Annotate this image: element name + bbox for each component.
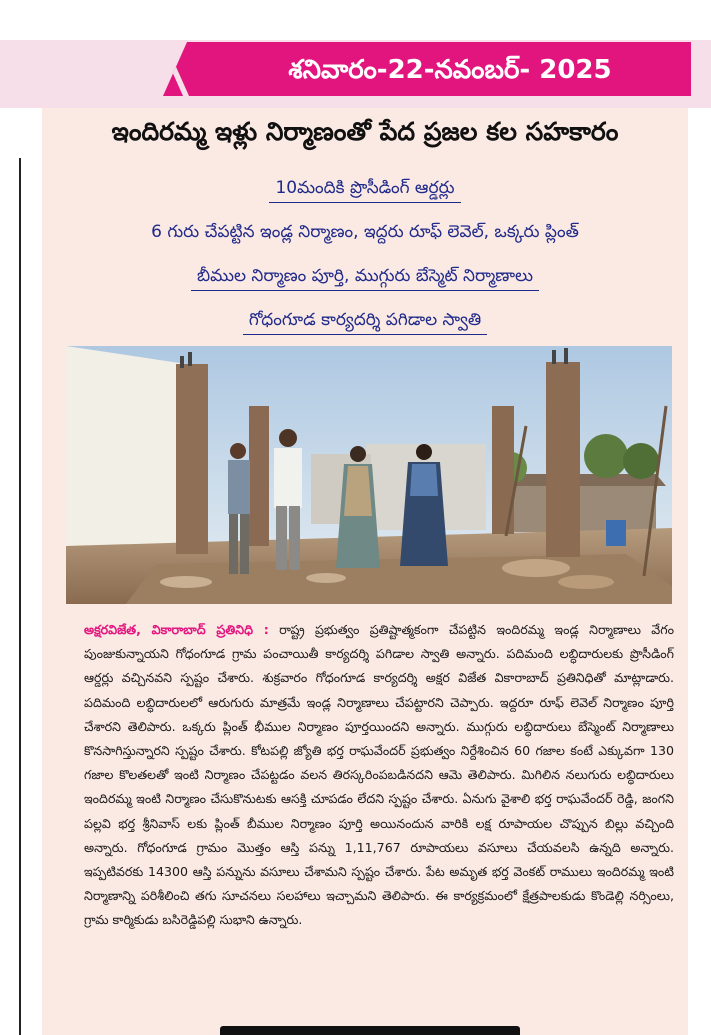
subheading-2-text: 6 గురు చేపట్టిన ఇండ్ల నిర్మాణం, ఇద్దరు రూఫ్ లెవెల్, ఒక్కరు ప్లింత్ bbox=[151, 222, 579, 242]
subheading-4 bbox=[42, 306, 688, 334]
article-headline: ఇందిరమ్మ ఇళ్లు నిర్మాణంతో పేద ప్రజల కల సహకారం bbox=[111, 117, 619, 146]
construction-site-photo bbox=[66, 346, 672, 604]
subheading-3 bbox=[42, 262, 688, 290]
next-headline-fragment bbox=[220, 1026, 520, 1035]
subheading-1 bbox=[42, 174, 688, 202]
subheading-2 bbox=[42, 218, 688, 246]
article-body bbox=[84, 618, 674, 933]
date-text: శనివారం-22-నవంబర్- 2025 bbox=[288, 55, 612, 85]
subheading-1-text: 10మందికి ప్రొసీడింగ్ ఆర్డర్లు bbox=[269, 178, 460, 203]
subheading-3-text: బీముల నిర్మాణం పూర్తి, ముగ్గురు బేస్మెట్ నిర్మాణాలు bbox=[191, 266, 539, 291]
subheading-4-text: గోధంగూడ కార్యదర్శి పగిడాల స్వాతి bbox=[243, 310, 487, 335]
article-body-text: రాష్ట్ర ప్రభుత్వం ప్రతిష్టాత్మకంగా చేపట్టిన ఇందిరమ్మ ఇండ్ల నిర్మాణాలు వేగం పుంజుకున్నాయని గోధంగూడ గ్రామ పంచాయితీ కార్యదర్శి పగిడాల స్వాతి అన్నారు. పదిమంది లబ్ధిదారులకు ప్రొసీడింగ్ ఆర్డర్లు వచ్చినవని స్పష్టం చేశారు. శుక్రవారం గోధంగూడ కార్యదర్శి అక్షర విజేత వికారాబాద్ ప్రతినిధితో మాట్లాడారు. పదిమంది లబ్ధిదారులలో ఆరుగురు మాత్రమే ఇండ్ల నిర్మాణాలు చేపట్టారని చెప్పారు. ఇద్దరూ రూఫ్ లెవెల్ నిర్మాణం పూర్తి చేశారని తెలిపారు. ఒక్కరు ప్లింత్ భీముల నిర్మాణం పూర్తయిందని అన్నారు. ముగ్గురు లబ్ధిదారులు బేస్మెంట్ నిర్మాణాలు కొనసాగిస్తున్నారని స్పష్టం చేశారు. కోటపల్లి జ్యోతి భర్త రాఘవేందర్ ప్రభుత్వం నిర్దేశించిన 60 గజాల కంటే ఎక్కువగా 130 గజాల కొలతలతో ఇంటి నిర్మాణం చేపట్టడం వలన తిరస్కరింపబడినదని ఆమె తెలిపారు. మిగిలిన నలుగురు లబ్ధిదారులు ఇందిరమ్మ ఇంటి నిర్మాణం చేసుకొనుటకు ఆసక్తి చూపడం లేదని స్పష్టం చేశారు. ఏనుగు వైశాలి భర్త రాఘవేందర్ రెడ్డి, జంగని పల్లవి భర్త శ్రీనివాస్ లకు ప్లింత్ బీముల నిర్మాణం పూర్తి అయినందున వారికి లక్ష రూపాయల చొప్పున బిల్లు వచ్చింది అన్నారు. గోధంగూడ గ్రామం మొత్తం ఆస్తి పన్ను 1,11,767 రూపాయలు వసూలు చేయవలసి ఉన్నది అన్నారు. ఇప్పటివరకు 14300 ఆస్తి పన్నును వసూలు చేశామని స్పష్టం చేశారు. పేట అమృత భర్త వెంకట్ రాములు ఇందిరమ్మ ఇంటి నిర్మాణాన్ని పరిశీలించి తగు సూచనలు సలహాలు ఇచ్చామని తెలిపారు. ఈ కార్యక్రమంలో క్షేత్రపాలకుడు కొండెల్లి నర్సింలు, గ్రామ కార్మికుడు బసిరెడ్డిపల్లి సుభాని ఉన్నారు. bbox=[84, 622, 674, 928]
dateline: అక్షరవిజేత, వికారాబాద్ ప్రతినిధి : bbox=[84, 622, 269, 637]
column-divider bbox=[19, 158, 21, 1035]
